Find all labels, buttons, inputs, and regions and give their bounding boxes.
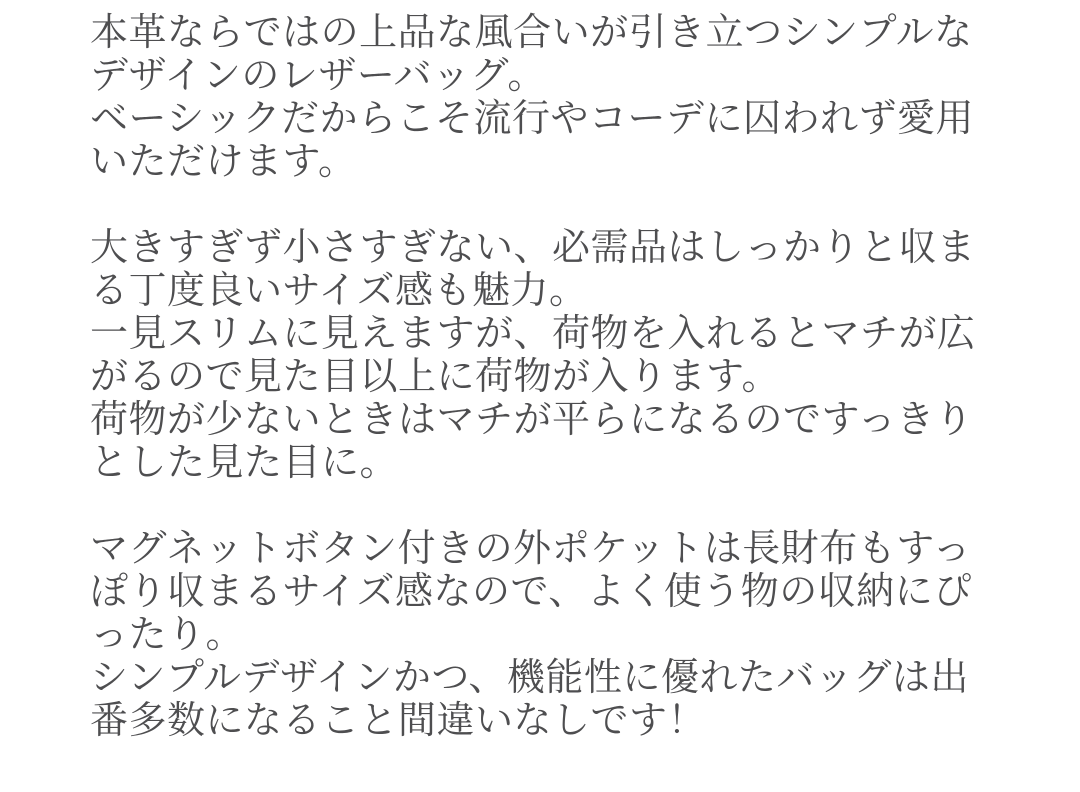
text-line: デザインのレザーバッグ。 <box>90 55 546 97</box>
text-line: 番多数になること間違いなしです！ <box>90 700 707 742</box>
text-line: 大きすぎず小さすぎない、必需品はしっかりと収ま <box>90 227 976 269</box>
paragraph <box>90 12 992 184</box>
product-description <box>90 12 992 743</box>
text-line: る丁度良いサイズ感も魅力。 <box>90 270 588 312</box>
text-line: とした見た目に。 <box>90 442 399 484</box>
paragraph <box>90 227 992 485</box>
text-line: がるので見た目以上に荷物が入ります。 <box>90 356 780 398</box>
text-line: 荷物が少ないときはマチが平らになるのですっきり <box>90 399 974 441</box>
text-line: シンプルデザインかつ、機能性に優れたバッグは出 <box>90 657 969 699</box>
text-line: ぽり収まるサイズ感なので、よく使う物の収納にぴ <box>90 571 972 613</box>
text-line: 一見スリムに見えますが、荷物を入れるとマチが広 <box>90 313 976 355</box>
text-line: ったり。 <box>90 614 245 656</box>
paragraph <box>90 528 992 743</box>
text-line: ベーシックだからこそ流行やコーデに囚われず愛用 <box>90 98 974 140</box>
text-line: いただけます。 <box>90 141 357 183</box>
text-line: 本革ならではの上品な風合いが引き立つシンプルな <box>90 12 973 54</box>
text-line: マグネットボタン付きの外ポケットは長財布もすっ <box>90 528 971 570</box>
